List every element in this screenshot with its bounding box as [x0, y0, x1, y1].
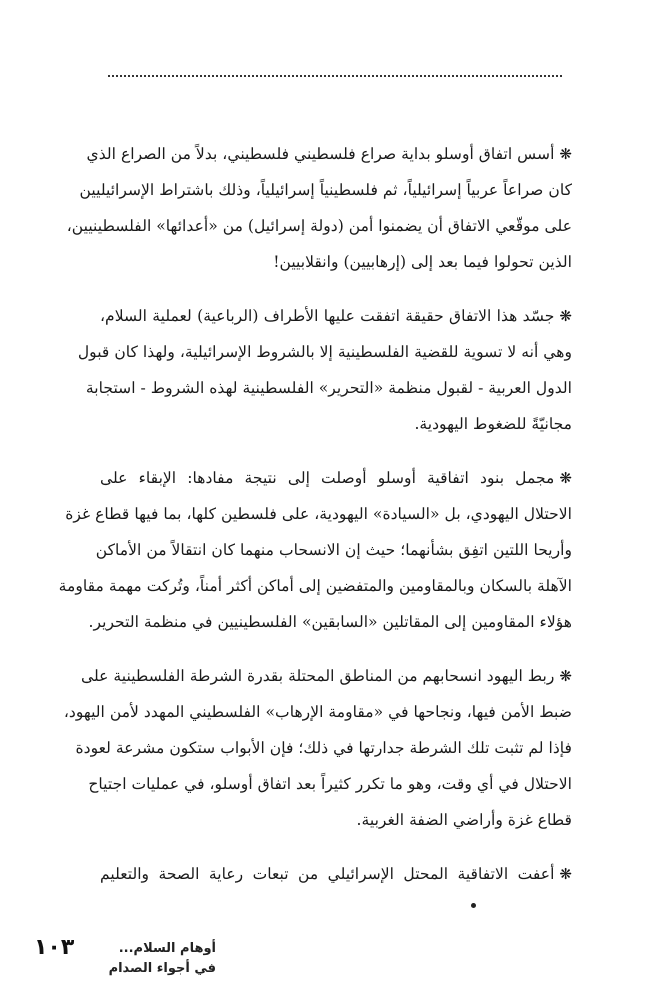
text-line: وأريحا اللتين اتفِق بشأنهما؛ حيث إن الانسحاب منهما كان انتقالاً من الأماكن — [95, 541, 572, 559]
text-line: وهي أنه لا تسوية للقضية الفلسطينية إلا بالشروط الإسرائيلية، ولهذا كان قبول — [77, 343, 572, 361]
text-line: الاحتلال في أي وقت، وهو ما تكرر كثيراً بعد اتفاق أوسلو، في عمليات اجتياح — [88, 775, 572, 793]
asterisk-bullet-icon: ❋ — [559, 469, 572, 487]
continuation-dot — [471, 903, 476, 908]
text-line: ❋ربط اليهود انسحابهم من المناطق المحتلة بقدرة الشرطة الفلسطينية على — [100, 658, 572, 694]
text-line: ❋أسس اتفاق أوسلو بداية صراع فلسطيني فلسطيني، بدلاً من الصراع الذي — [100, 136, 572, 172]
page-body — [58, 136, 572, 910]
text-line: مجانيّةً للضغوط اليهودية. — [414, 415, 572, 433]
page-footer — [34, 935, 214, 985]
paragraph-2 — [77, 298, 572, 442]
text-line: كان صراعاً عربياً إسرائيلياً، ثم فلسطينياً إسرائيلياً، وذلك باشتراط الإسرائيليين — [79, 181, 572, 199]
text-line: ❋جسّد هذا الاتفاق حقيقة اتفقت عليها الأطراف (الرباعية) لعملية السلام، — [100, 298, 572, 334]
paragraph-4 — [63, 658, 572, 838]
running-title — [106, 939, 216, 979]
page-number: ١٠٣ — [34, 935, 75, 960]
text-line: فإذا لم تثبت تلك الشرطة جدارتها في ذلك؛ فإن الأبواب ستكون مشرعة لعودة — [75, 739, 572, 757]
paragraph-3 — [58, 460, 572, 640]
top-dotted-rule — [108, 75, 562, 77]
asterisk-bullet-icon: ❋ — [559, 667, 572, 685]
paragraph-1 — [66, 136, 572, 280]
text-line: ❋مجمل بنود اتفاقية أوسلو أوصلت إلى نتيجة مفادها: الإبقاء على — [100, 460, 572, 496]
text-line: ضبط الأمن فيها، ونجاحها في «مقاومة الإرهاب» الفلسطيني المهدد لأمن اليهود، — [63, 703, 572, 721]
text-line: هؤلاء المقاومين إلى المقاتلين «السابقين» الفلسطينيين في منظمة التحرير. — [88, 613, 572, 631]
asterisk-bullet-icon: ❋ — [559, 865, 572, 883]
text-line: الدول العربية - لقبول منظمة «التحرير» الفلسطينية لهذه الشروط - استجابة — [85, 379, 572, 397]
text-line: الاحتلال اليهودي، بل «السيادة» اليهودية، على فلسطين كلها، بما فيها قطاع غزة — [65, 505, 572, 523]
text-line: على موقّعي الاتفاق أن يضمنوا أمن (دولة إسرائيل) من «أعدائها» الفلسطينيين، — [66, 217, 572, 235]
paragraph-5 — [100, 856, 572, 892]
text-line: الذين تحولوا فيما بعد إلى (إرهابيين) وانقلابيين! — [273, 253, 572, 271]
asterisk-bullet-icon: ❋ — [559, 145, 572, 163]
text-line: الآهلة بالسكان وبالمقاومين والمتفضين إلى أماكن أكثر أمناً، وتُركت مهمة مقاومة — [58, 577, 572, 595]
running-title-line-1: أوهام السلام... — [118, 941, 216, 956]
text-line: قطاع غزة وأراضي الضفة الغربية. — [356, 811, 572, 829]
asterisk-bullet-icon: ❋ — [559, 307, 572, 325]
text-line: ❋أعفت الاتفاقية المحتل الإسرائيلي من تبعات رعاية الصحة والتعليم — [100, 856, 572, 892]
running-title-line-2: في أجواء الصدام — [108, 961, 216, 976]
